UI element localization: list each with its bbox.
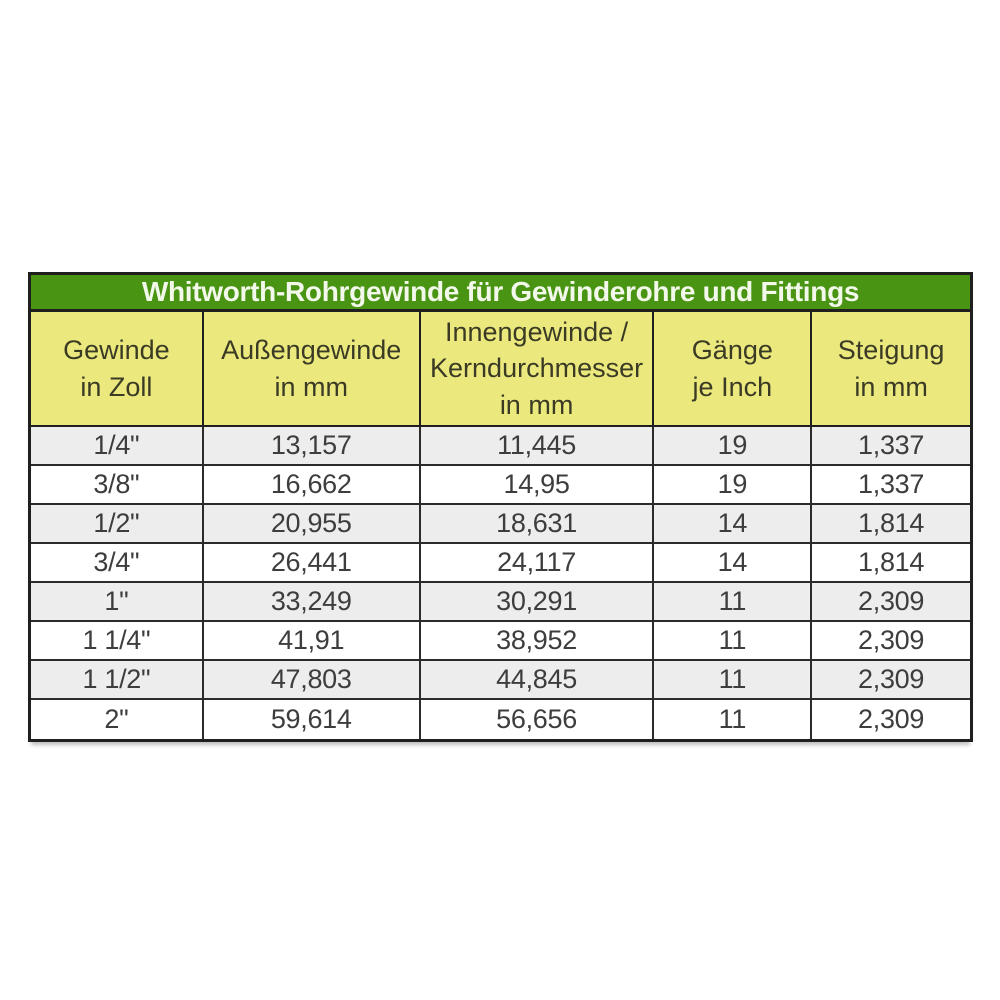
table-cell: 24,117 — [421, 544, 655, 581]
table-row — [31, 466, 970, 505]
table-cell: 1 1/2" — [31, 661, 204, 698]
table-row — [31, 661, 970, 700]
table-cell: 1,814 — [858, 508, 925, 538]
table-cell: 44,845 — [421, 661, 655, 698]
table-cell: 11 — [654, 583, 812, 620]
table-cell: 1/2" — [31, 505, 204, 542]
table-cell: 2,309 — [858, 664, 925, 694]
table-cell: 33,249 — [204, 583, 421, 620]
table-title: Whitworth-Rohrgewinde für Gewinderohre und Fittings — [141, 276, 860, 307]
table-title-bar — [31, 275, 970, 312]
table-cell: 20,955 — [204, 505, 421, 542]
table-cell: 2,309 — [858, 586, 925, 616]
table-cell: 19 — [654, 427, 812, 464]
table-cell: 11 — [654, 622, 812, 659]
table-cell: 26,441 — [204, 544, 421, 581]
table-header-row — [31, 312, 970, 427]
thread-table — [28, 272, 973, 742]
table-cell: 1/4" — [31, 427, 204, 464]
column-header: Steigung in mm — [837, 335, 945, 402]
table-cell: 59,614 — [204, 700, 421, 739]
column-header: Gänge je Inch — [654, 312, 812, 425]
table-body — [31, 427, 970, 739]
table-cell: 13,157 — [204, 427, 421, 464]
table-row — [31, 583, 970, 622]
table-row — [31, 544, 970, 583]
table-cell: 47,803 — [204, 661, 421, 698]
table-cell: 2" — [31, 700, 204, 739]
table-cell: 1" — [31, 583, 204, 620]
table-row — [31, 505, 970, 544]
table-cell: 1 1/4" — [31, 622, 204, 659]
table-row — [31, 427, 970, 466]
column-header: Innengewinde / Kerndurchmesser in mm — [421, 312, 655, 425]
table-cell: 56,656 — [421, 700, 655, 739]
table-cell: 30,291 — [421, 583, 655, 620]
table-row — [31, 700, 970, 739]
table-cell: 38,952 — [421, 622, 655, 659]
table-cell: 1,337 — [858, 469, 925, 499]
table-cell: 1,337 — [858, 430, 925, 460]
table-cell: 1,814 — [858, 547, 925, 577]
table-cell: 3/8" — [31, 466, 204, 503]
table-cell: 18,631 — [421, 505, 655, 542]
table-cell: 19 — [654, 466, 812, 503]
table-cell: 3/4" — [31, 544, 204, 581]
table-cell: 41,91 — [204, 622, 421, 659]
table-cell: 11 — [654, 661, 812, 698]
table-row — [31, 622, 970, 661]
table-cell: 11 — [654, 700, 812, 739]
table-cell: 14 — [654, 505, 812, 542]
table-cell: 14 — [654, 544, 812, 581]
column-header: Außengewinde in mm — [204, 312, 421, 425]
table-cell: 2,309 — [858, 625, 925, 655]
table-cell: 14,95 — [421, 466, 655, 503]
table-cell: 11,445 — [421, 427, 655, 464]
table-cell: 2,309 — [858, 704, 925, 734]
column-header: Gewinde in Zoll — [31, 312, 204, 425]
table-cell: 16,662 — [204, 466, 421, 503]
